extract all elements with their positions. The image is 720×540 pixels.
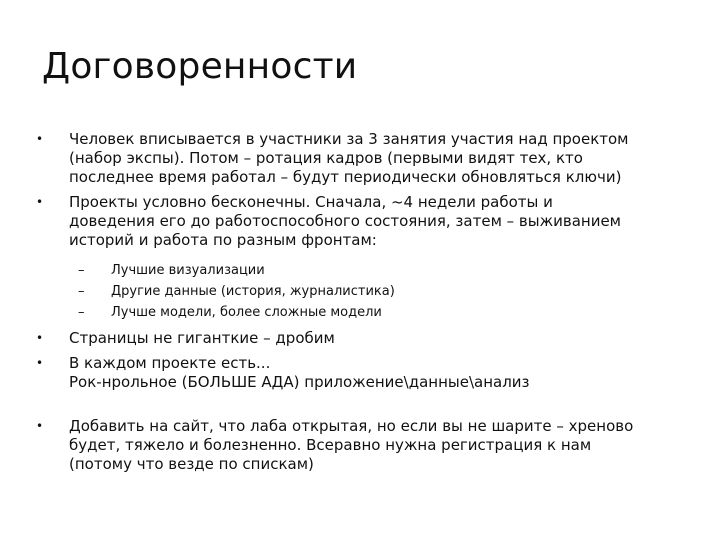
slide-title: Договоренности bbox=[42, 46, 358, 87]
bullet-line: (набор экспы). Потом – ротация кадров (первыми видят тех, кто bbox=[69, 149, 583, 167]
bullet-line: последнее время работал – будут периодически обновляться ключи) bbox=[69, 168, 622, 186]
bullet-marker: • bbox=[36, 356, 44, 370]
bullet-marker: • bbox=[36, 132, 44, 146]
bullet-item bbox=[36, 329, 696, 348]
bullet-marker: • bbox=[36, 331, 44, 345]
bullet-line: (потому что везде по спискам) bbox=[69, 455, 314, 473]
bullet-line: историй и работа по разным фронтам: bbox=[69, 231, 377, 249]
bullet-line: Рок-нрольное (БОЛЬШЕ АДА) приложение\данные\анализ bbox=[69, 373, 530, 391]
bullet-line: Человек вписывается в участники за 3 занятия участия над проектом bbox=[69, 130, 629, 148]
bullet-line: Добавить на сайт, что лаба открытая, но если вы не шарите – хреново bbox=[69, 417, 634, 435]
sub-bullet-text: Лучше модели, более сложные модели bbox=[111, 305, 382, 320]
bullet-line: будет, тяжело и болезненно. Всеравно нужна регистрация к нам bbox=[69, 436, 592, 454]
bullet-item bbox=[36, 417, 696, 474]
sub-bullet-text: Лучшие визуализации bbox=[111, 263, 265, 278]
sub-bullet-marker: – bbox=[78, 284, 85, 299]
sub-bullet-text: Другие данные (история, журналистика) bbox=[111, 284, 395, 299]
sub-bullet-marker: – bbox=[78, 305, 85, 320]
bullet-marker: • bbox=[36, 195, 44, 209]
sub-bullet-item bbox=[36, 260, 696, 281]
slide-content bbox=[36, 130, 696, 474]
bullet-item bbox=[36, 354, 696, 392]
bullet-line: В каждом проекте есть... bbox=[69, 354, 271, 372]
bullet-item bbox=[36, 130, 696, 187]
bullet-line: Проекты условно бесконечны. Сначала, ~4 недели работы и bbox=[69, 193, 553, 211]
sub-bullet-item bbox=[36, 281, 696, 302]
bullet-marker: • bbox=[36, 419, 44, 433]
bullet-line: Страницы не гиганткие – дробим bbox=[69, 329, 335, 347]
sub-bullet-item bbox=[36, 302, 696, 323]
sub-bullet-marker: – bbox=[78, 263, 85, 278]
bullet-line: доведения его до работоспособного состояния, затем – выживанием bbox=[69, 212, 621, 230]
bullet-item bbox=[36, 193, 696, 250]
